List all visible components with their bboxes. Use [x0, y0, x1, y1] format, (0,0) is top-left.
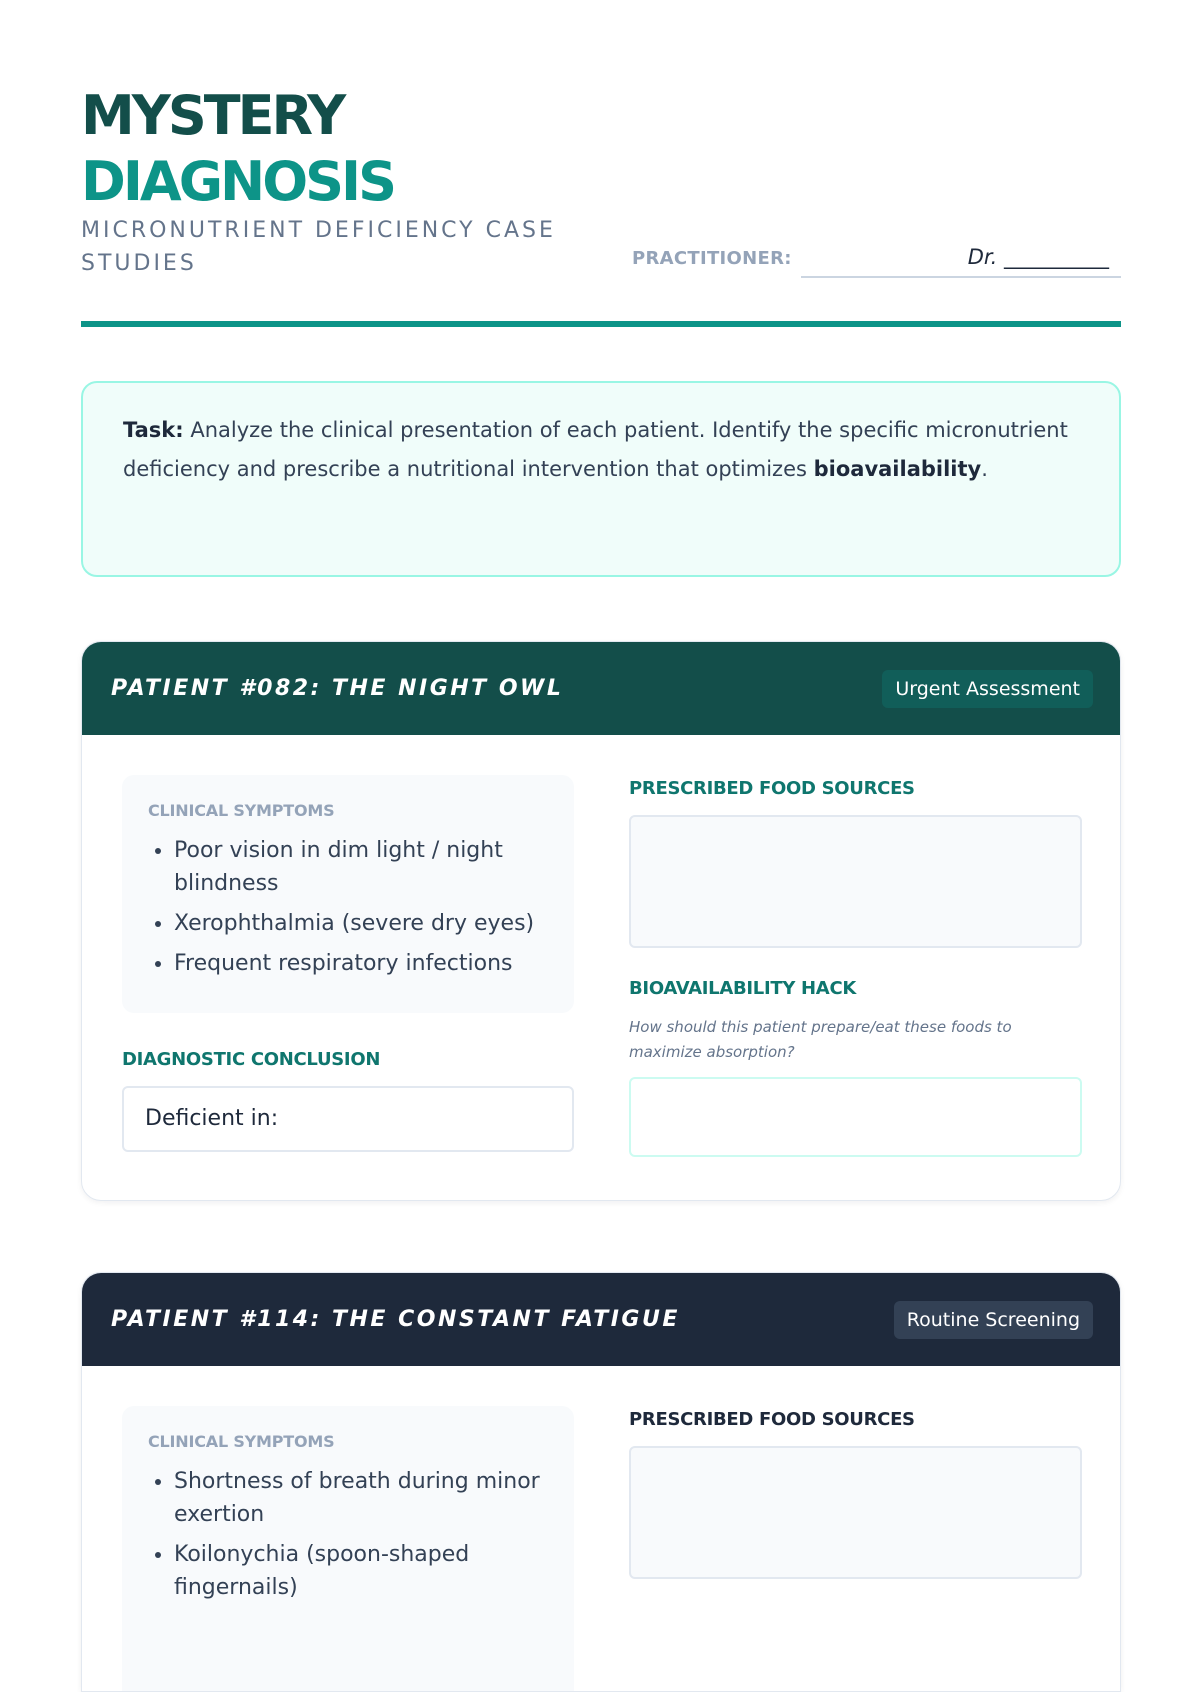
- patient-title: PATIENT #114: THE CONSTANT FATIGUE: [111, 1307, 680, 1332]
- status-badge: Routine Screening: [894, 1301, 1093, 1339]
- symptoms-label: CLINICAL SYMPTOMS: [148, 1432, 335, 1451]
- patient-card-header: [82, 642, 1120, 735]
- task-box: [81, 381, 1121, 577]
- subtitle: MICRONUTRIENT DEFICIENCY CASE STUDIES: [81, 218, 556, 276]
- task-text-end: .: [981, 457, 988, 481]
- food-sources-input[interactable]: [629, 1446, 1082, 1579]
- food-sources-input[interactable]: [629, 815, 1082, 948]
- symptom-item: • Frequent respiratory infections: [174, 947, 548, 980]
- bioavailability-input[interactable]: [629, 1077, 1082, 1157]
- symptoms-list: [148, 834, 548, 980]
- task-label: Task:: [123, 418, 184, 442]
- task-emphasis: bioavailability: [813, 457, 982, 481]
- symptoms-label: CLINICAL SYMPTOMS: [148, 801, 335, 820]
- food-sources-label: PRESCRIBED FOOD SOURCES: [629, 1409, 915, 1430]
- practitioner-label: PRACTITIONER:: [632, 248, 792, 269]
- bioavailability-hint: How should this patient prepare/eat these foods to maximize absorption?: [629, 1018, 1012, 1061]
- deficient-input[interactable]: Deficient in:: [122, 1086, 574, 1152]
- symptom-item: • Koilonychia (spoon-shaped fingernails): [174, 1538, 548, 1604]
- bioavailability-hack-label: BIOAVAILABILITY HACK: [629, 978, 856, 999]
- symptoms-list: [148, 1465, 548, 1604]
- symptoms-panel: [122, 1406, 574, 1692]
- symptoms-panel: [122, 775, 574, 1013]
- patient-title: PATIENT #082: THE NIGHT OWL: [111, 676, 564, 701]
- practitioner-field[interactable]: Dr. __________: [801, 236, 1121, 278]
- patient-card-header: [82, 1273, 1120, 1366]
- symptom-item: • Xerophthalmia (severe dry eyes): [174, 907, 548, 940]
- title-line-1: MYSTERY: [81, 84, 344, 147]
- patient-card-114: [81, 1272, 1121, 1692]
- task-text: Analyze the clinical presentation of each patient. Identify the specific micronutrient deficiency and prescribe a nutritional intervention that optimizes: [123, 418, 1068, 481]
- diagnostic-label: DIAGNOSTIC CONCLUSION: [122, 1049, 381, 1070]
- header-divider: [81, 321, 1121, 327]
- title-line-2: DIAGNOSIS: [81, 150, 395, 213]
- symptom-item: • Shortness of breath during minor exertion: [174, 1465, 548, 1531]
- patient-card-082: [81, 641, 1121, 1201]
- symptom-item: • Poor vision in dim light / night blindness: [174, 834, 548, 900]
- food-sources-label: PRESCRIBED FOOD SOURCES: [629, 778, 915, 799]
- status-badge: Urgent Assessment: [882, 670, 1093, 708]
